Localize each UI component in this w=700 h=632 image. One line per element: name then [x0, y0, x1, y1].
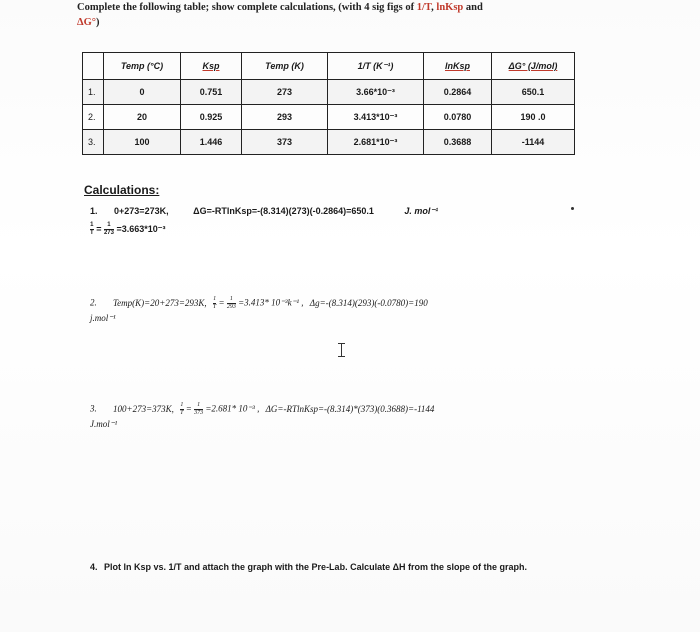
- header-cell-delta-g: ΔG° (J/mol): [492, 53, 575, 80]
- table-cell: 0.2864: [424, 80, 492, 105]
- plot-task-number: 4.: [90, 562, 98, 572]
- table-cell: 373: [242, 130, 328, 155]
- frac-denominator: T: [180, 410, 184, 416]
- frac-denominator: 293: [226, 304, 236, 310]
- heading-text-2: and: [463, 2, 483, 13]
- calc-3-inv-t: =2.681* 10⁻³ ,: [205, 403, 260, 414]
- calc-2-equals: =: [218, 297, 225, 308]
- frac-numerator: 1: [213, 296, 217, 302]
- table-cell: 1.: [83, 80, 104, 105]
- frac-denominator: 273: [103, 230, 114, 236]
- calc-2-line-1: [90, 296, 428, 311]
- calc-2-frac-2: [227, 296, 236, 311]
- calc-3-equals: =: [185, 403, 192, 414]
- instructions-heading: [77, 0, 597, 30]
- header-cell-index: [83, 53, 104, 80]
- text-cursor-icon: [338, 343, 346, 357]
- table-header-row: [83, 53, 575, 80]
- table-cell: 20: [104, 105, 181, 130]
- stray-dot: [571, 207, 574, 210]
- calc-1-kelvin: 0+273=273K,: [114, 206, 169, 216]
- calc-1-inv-t: =3.663*10⁻³: [116, 223, 166, 234]
- heading-red-1: 1/T: [416, 2, 432, 13]
- calc-1-unit: J. mol⁻¹: [404, 206, 439, 216]
- frac-denominator: T: [90, 230, 94, 236]
- plot-task-text: Plot ln Ksp vs. 1/T and attach the graph with the Pre-Lab. Calculate ΔH from the slope of the graph.: [104, 562, 528, 572]
- table-cell: 273: [242, 80, 328, 105]
- table-cell: 0: [104, 80, 181, 105]
- header-cell-temp-k: Temp (K): [242, 53, 328, 80]
- calc-2-unit: j.mol⁻¹: [90, 313, 116, 323]
- table-cell: 0.3688: [424, 130, 492, 155]
- heading-text-3: ): [95, 17, 100, 28]
- calc-2-delta-g: Δg=-(8.314)(293)(-0.0780)=190: [309, 297, 428, 308]
- frac-numerator: 1: [194, 402, 203, 410]
- table-cell: 3.: [83, 130, 104, 155]
- calc-1-equals: =: [96, 223, 102, 234]
- frac-numerator: 1: [227, 296, 236, 304]
- results-table: [82, 52, 575, 155]
- calc-1-frac-1: [90, 222, 94, 237]
- table-cell: 190 .0: [492, 105, 575, 130]
- frac-numerator: 1: [90, 222, 94, 228]
- header-cell-temp-c: Temp (°C): [104, 53, 181, 80]
- frac-numerator: 1: [104, 222, 114, 230]
- table-cell: 0.0780: [424, 105, 492, 130]
- table-cell: -1144: [492, 130, 575, 155]
- table-cell: 2.681*10⁻³: [328, 130, 424, 155]
- calc-3-frac-2: [194, 402, 203, 417]
- calc-3-kelvin: 100+273=373K,: [113, 403, 174, 414]
- calc-3-unit: J.mol⁻¹: [90, 419, 118, 429]
- table-row: [83, 105, 575, 130]
- heading-text-1: Complete the following table; show complete calculations, (with 4 sig figs of: [77, 2, 417, 13]
- heading-red-2: lnKsp: [436, 2, 464, 13]
- calculations-title: Calculations:: [84, 183, 160, 197]
- table-cell: 293: [242, 105, 328, 130]
- calc-1-number: 1.: [90, 206, 98, 216]
- calc-2-number: 2.: [90, 297, 97, 308]
- table-cell: 0.751: [181, 80, 242, 105]
- calc-3-line-1: [90, 402, 434, 417]
- calc-2-kelvin: Temp(K)=20+273=293K,: [113, 297, 207, 308]
- table-row: [83, 130, 575, 155]
- plot-task: [90, 561, 570, 574]
- calc-1-delta-g: ΔG=-RTlnKsp=-(8.314)(273)(-0.2864)=650.1: [193, 206, 374, 216]
- table-cell: 3.413*10⁻³: [328, 105, 424, 130]
- calc-2-frac-1: [213, 296, 216, 311]
- table-cell: 3.66*10⁻³: [328, 80, 424, 105]
- calc-3-line-2: [90, 419, 117, 430]
- calc-1-frac-2: [104, 222, 114, 237]
- frac-numerator: 1: [180, 402, 184, 408]
- calc-3-number: 3.: [90, 403, 97, 414]
- table-cell: 2.: [83, 105, 104, 130]
- calc-2-line-2: [90, 313, 116, 324]
- header-cell-ksp: Ksp: [181, 53, 242, 80]
- header-cell-inv-t: 1/T (K⁻¹): [328, 53, 424, 80]
- table-cell: 0.925: [181, 105, 242, 130]
- calc-2-inv-t: =3.413* 10⁻³k⁻¹ ,: [238, 297, 304, 308]
- frac-denominator: 373: [194, 410, 204, 416]
- calc-3-frac-1: [180, 402, 183, 417]
- heading-sep: ,: [431, 2, 437, 13]
- header-cell-lnksp: lnKsp: [424, 53, 492, 80]
- calc-1-line-1: [90, 206, 438, 217]
- frac-denominator: T: [212, 304, 217, 310]
- table-cell: 650.1: [492, 80, 575, 105]
- heading-red-3: ΔG°: [77, 17, 96, 28]
- table-row: [83, 80, 575, 105]
- calc-3-delta-g: ΔG=-RTlnKsp=-(8.314)*(373)(0.3688)=-1144: [265, 403, 435, 414]
- table-cell: 1.446: [181, 130, 242, 155]
- table-cell: 100: [104, 130, 181, 155]
- calc-1-line-2: [90, 222, 166, 237]
